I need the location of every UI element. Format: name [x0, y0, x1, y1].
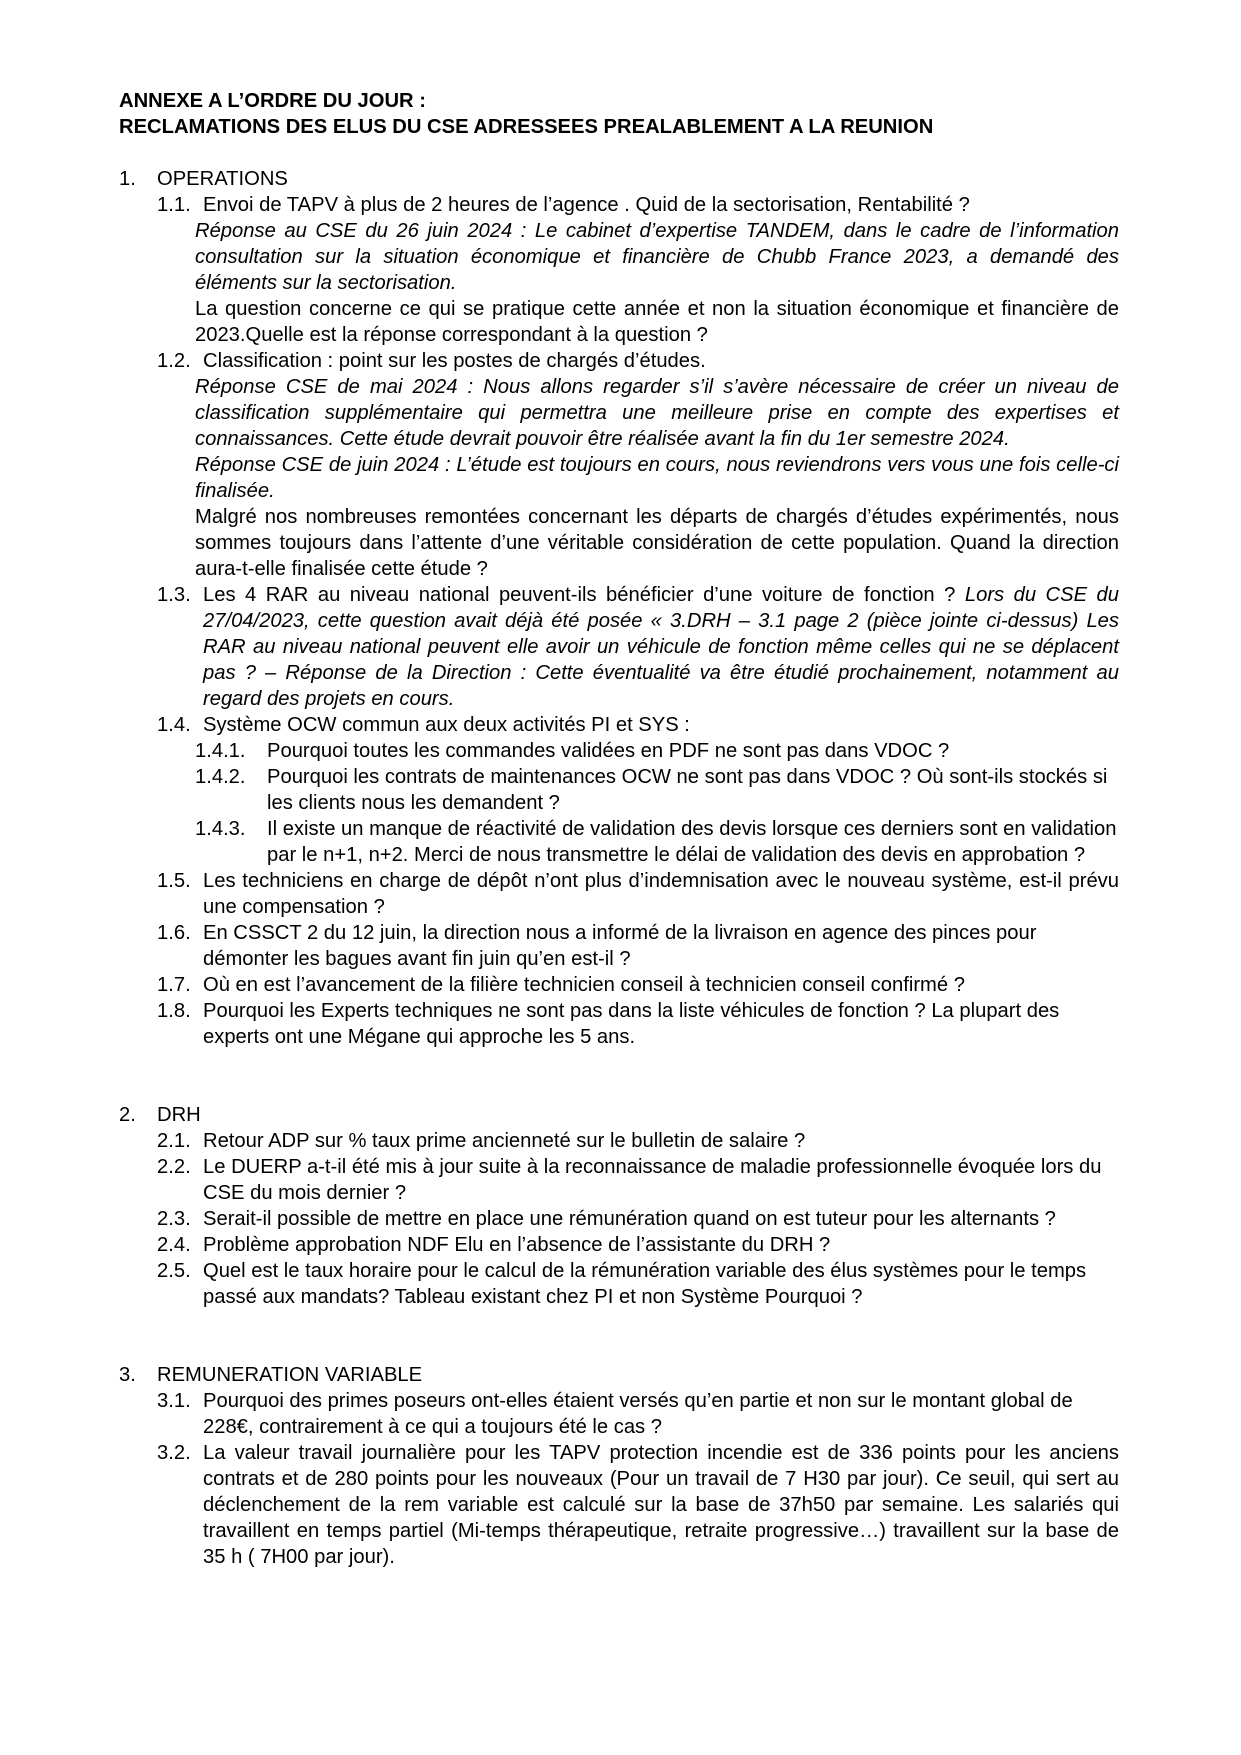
item-number: 1.8. [157, 1000, 191, 1022]
list-item [157, 1206, 1119, 1232]
section-title: OPERATIONS [157, 168, 288, 190]
sub-item [195, 816, 1119, 868]
sub-item-number: 1.4.1. [195, 740, 246, 762]
sub-item [195, 764, 1119, 816]
item-text: Les techniciens en charge de dépôt n’ont plus d’indemnisation avec le nouveau système, est-il prévu une compensation ? [203, 870, 1119, 918]
item-text: Où en est l’avancement de la filière technicien conseil à technicien conseil confirmé ? [203, 974, 965, 996]
annex-title: ANNEXE A L’ORDRE DU JOUR : [119, 90, 426, 112]
list-item [157, 1154, 1119, 1206]
section-number: 2. [119, 1104, 136, 1126]
sub-item-text: Pourquoi toutes les commandes validées en PDF ne sont pas dans VDOC ? [267, 740, 950, 762]
item-number: 2.4. [157, 1234, 191, 1256]
list-item [157, 348, 1119, 582]
item-number: 1.7. [157, 974, 191, 996]
item-number: 1.2. [157, 350, 191, 372]
item-text: Système OCW commun aux deux activités PI et SYS : [203, 714, 690, 736]
item-text: Envoi de TAPV à plus de 2 heures de l’agence . Quid de la sectorisation, Rentabilité ? [203, 194, 970, 216]
list-item [157, 712, 1119, 738]
section-heading [119, 1102, 1119, 1128]
item-text: La valeur travail journalière pour les TAPV protection incendie est de 336 points pour les anciens contrats et de 280 points pour les nouveaux (Pour un travail de 7 H30 par jour). Ce seuil, qui sert au déclenchement de la rem variable est calculé sur la base de 37h50 par semaine. Les salariés qui travaillent en temps partiel (Mi-temps thérapeutique, retraite progressive…) travaillent sur la base de 35 h ( 7H00 par jour). [203, 1442, 1119, 1568]
item-number: 2.3. [157, 1208, 191, 1230]
item-number: 1.1. [157, 194, 191, 216]
item-text: Pourquoi des primes poseurs ont-elles étaient versés qu’en partie et non sur le montant global de 228€, contrairement à ce qui a toujours été le cas ? [203, 1390, 1073, 1438]
item-text: Quel est le taux horaire pour le calcul de la rémunération variable des élus systèmes pour le temps passé aux mandats? Tableau existant chez PI et non Système Pourquoi ? [203, 1260, 1087, 1308]
item-text: Les 4 RAR au niveau national peuvent-ils bénéficier d’une voiture de fonction ? [203, 584, 956, 606]
management-reply: Réponse CSE de juin 2024 : L’étude est toujours en cours, nous reviendrons vers vous une fois celle-ci finalisée. [195, 454, 1119, 502]
item-number: 3.1. [157, 1390, 191, 1412]
sub-item [195, 738, 1119, 764]
section-number: 1. [119, 168, 136, 190]
item-text: Pourquoi les Experts techniques ne sont pas dans la liste véhicules de fonction ? La plupart des experts ont une Mégane qui approche les 5 ans. [203, 1000, 1060, 1048]
management-reply: Réponse au CSE du 26 juin 2024 : Le cabinet d’expertise TANDEM, dans le cadre de l’information consultation sur la situation économique et financière de Chubb France 2023, a demandé des éléments sur la sectorisation. [195, 220, 1119, 294]
follow-up-question: La question concerne ce qui se pratique cette année et non la situation économique et financière de 2023.Quelle est la réponse correspondant à la question ? [195, 298, 1119, 346]
item-number: 1.4. [157, 714, 191, 736]
list-item [157, 1388, 1119, 1440]
item-text: Serait-il possible de mettre en place une rémunération quand on est tuteur pour les alternants ? [203, 1208, 1056, 1230]
section-title: REMUNERATION VARIABLE [157, 1364, 423, 1386]
list-item [157, 1258, 1119, 1310]
item-number: 1.3. [157, 584, 191, 606]
item-number: 2.2. [157, 1156, 191, 1178]
list-item [157, 1232, 1119, 1258]
item-number: 1.6. [157, 922, 191, 944]
list-item [157, 868, 1119, 920]
item-text: Retour ADP sur % taux prime ancienneté sur le bulletin de salaire ? [203, 1130, 806, 1152]
item-number: 1.5. [157, 870, 191, 892]
item-text: Problème approbation NDF Elu en l’absence de l’assistante du DRH ? [203, 1234, 831, 1256]
list-item [157, 972, 1119, 998]
sub-item-text: Il existe un manque de réactivité de validation des devis lorsque ces derniers sont en validation par le n+1, n+2. Merci de nous transmettre le délai de validation des devis en approbation ? [267, 818, 1117, 866]
item-text: Classification : point sur les postes de chargés d’études. [203, 350, 706, 372]
sub-item-number: 1.4.3. [195, 818, 246, 840]
management-reply: Réponse CSE de mai 2024 : Nous allons regarder s’il s’avère nécessaire de créer un niveau de classification supplémentaire qui permettra une meilleure prise en compte des expertises et connaissances. Cette étude devrait pouvoir être réalisée avant la fin du 1er semestre 2024. [195, 376, 1119, 450]
item-text: Le DUERP a-t-il été mis à jour suite à la reconnaissance de maladie professionnelle évoquée lors du CSE du mois dernier ? [203, 1156, 1102, 1204]
list-item [157, 1440, 1119, 1570]
item-number: 2.5. [157, 1260, 191, 1282]
list-item [157, 998, 1119, 1050]
list-item [157, 192, 1119, 348]
section-title: DRH [157, 1104, 201, 1126]
follow-up-question: Malgré nos nombreuses remontées concernant les départs de chargés d’études expérimentés, nous sommes toujours dans l’attente d’une véritable considération de cette population. Quand la direction aura-t-elle finalisée cette étude ? [195, 506, 1119, 580]
section-heading [119, 1362, 1119, 1388]
item-text: En CSSCT 2 du 12 juin, la direction nous a informé de la livraison en agence des pinces pour démonter les bagues avant fin juin qu’en est-il ? [203, 922, 1037, 970]
section-number: 3. [119, 1364, 136, 1386]
previous-answer: Lors du CSE du 27/04/2023, cette question avait déjà été posée « 3.DRH – 3.1 page 2 (pièce jointe ci-dessus) Les RAR au niveau national peuvent elle avoir un véhicule de fonction même celles qui ne se déplacent pas ? – Réponse de la Direction : Cette éventualité va être étudié prochainement, notamment au regard des projets en cours. [203, 584, 1119, 710]
section-heading [119, 166, 1119, 192]
item-number: 3.2. [157, 1442, 191, 1464]
list-item [157, 920, 1119, 972]
list-item [157, 582, 1119, 712]
sub-item-number: 1.4.2. [195, 766, 246, 788]
sub-item-text: Pourquoi les contrats de maintenances OCW ne sont pas dans VDOC ? Où sont-ils stockés si les clients nous les demandent ? [267, 766, 1108, 814]
item-number: 2.1. [157, 1130, 191, 1152]
annex-subtitle: RECLAMATIONS DES ELUS DU CSE ADRESSEES PREALABLEMENT A LA REUNION [119, 116, 934, 138]
list-item [157, 1128, 1119, 1154]
